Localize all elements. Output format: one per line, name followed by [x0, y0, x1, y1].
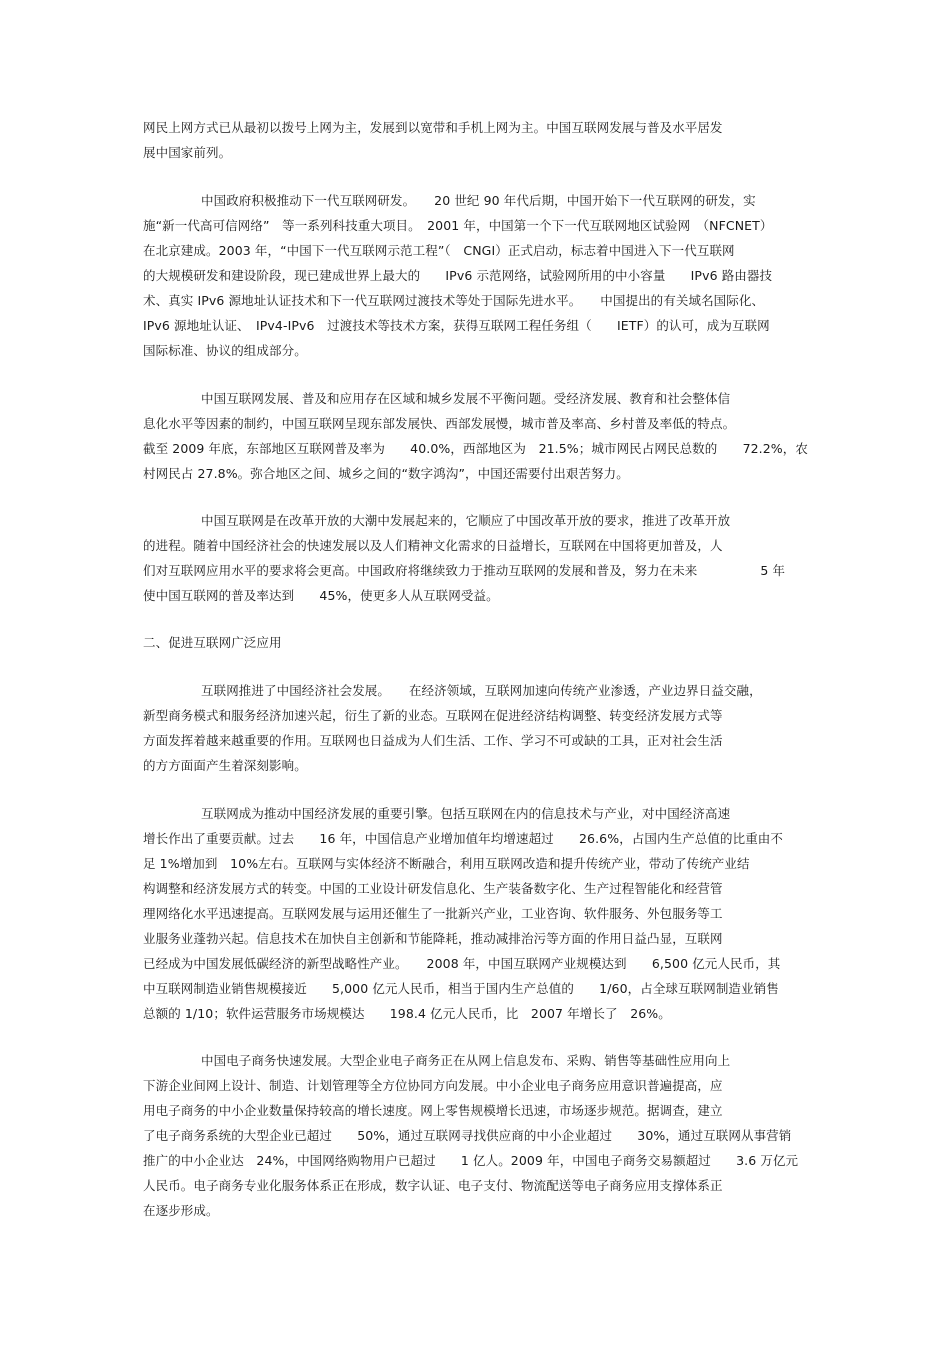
- paragraph-line: 互联网推进了中国经济社会发展。 在经济领域，互联网加速向传统产业渗透，产业边界日益交融，: [201, 683, 762, 698]
- paragraph-line: 术、真实 IPv6 源地址认证技术和下一代互联网过渡技术等处于国际先进水平。 中国提出的有关域名国际化、: [143, 293, 765, 308]
- paragraph-line: 足 1%增加到 10%左右。互联网与实体经济不断融合，利用互联网改造和提升传统产业，带动了传统产业结: [143, 856, 750, 871]
- paragraph-line: 业服务业蓬勃兴起。信息技术在加快自主创新和节能降耗，推动减排治污等方面的作用日益凸显，互联网: [143, 931, 723, 946]
- paragraph-line: 用电子商务的中小企业数量保持较高的增长速度。网上零售规模增长迅速，市场逐步规范。据调查，建立: [143, 1103, 723, 1118]
- paragraph-line: 方面发挥着越来越重要的作用。互联网也日益成为人们生活、工作、学习不可或缺的工具，正对社会生活: [143, 733, 723, 748]
- paragraph-line: 已经成为中国发展低碳经济的新型战略性产业。 2008 年，中国互联网产业规模达到 6,500 亿元人民币，其: [143, 956, 781, 971]
- paragraph-line: 理网络化水平迅速提高。互联网发展与运用还催生了一批新兴产业，工业咨询、软件服务、外包服务等工: [143, 906, 723, 921]
- paragraph-line: 网民上网方式已从最初以拨号上网为主，发展到以宽带和手机上网为主。中国互联网发展与普及水平居发: [143, 120, 723, 135]
- paragraph-line: 人民币。电子商务专业化服务体系正在形成，数字认证、电子支付、物流配送等电子商务应用支撑体系正: [143, 1178, 723, 1193]
- paragraph-line: 施“新一代高可信网络” 等一系列科技重大项目。 2001 年，中国第一个下一代互联网地区试验网 （NFCNET）: [143, 218, 773, 233]
- paragraph-line: 国际标准、协议的组成部分。: [143, 343, 307, 358]
- paragraph-line: 中国互联网是在改革开放的大潮中发展起来的，它顺应了中国改革开放的要求，推进了改革开放: [201, 513, 731, 528]
- paragraph-line: 构调整和经济发展方式的转变。中国的工业设计研发信息化、生产装备数字化、生产过程智能化和经营管: [143, 881, 723, 896]
- paragraph-line: 了电子商务系统的大型企业已超过 50%，通过互联网寻找供应商的中小企业超过 30%，通过互联网从事营销: [143, 1128, 792, 1143]
- paragraph-line: 在逐步形成。: [143, 1203, 219, 1218]
- paragraph-line: 们对互联网应用水平的要求将会更高。中国政府将继续致力于推动互联网的发展和普及，努力在未来 5 年: [143, 563, 786, 578]
- paragraph-line: 息化水平等因素的制约，中国互联网呈现东部发展快、西部发展慢，城市普及率高、乡村普及率低的特点。: [143, 416, 736, 431]
- paragraph-line: 互联网成为推动中国经济发展的重要引擎。包括互联网在内的信息技术与产业，对中国经济高速: [201, 806, 731, 821]
- paragraph-line: 下游企业间网上设计、制造、计划管理等全方位协同方向发展。中小企业电子商务应用意识普遍提高，应: [143, 1078, 723, 1093]
- paragraph-line: 截至 2009 年底，东部地区互联网普及率为 40.0%，西部地区为 21.5%；城市网民占网民总数的 72.2%，农: [143, 441, 808, 456]
- paragraph-line: 增长作出了重要贡献。过去 16 年，中国信息产业增加值年均增速超过 26.6%，占国内生产总值的比重由不: [143, 831, 783, 846]
- paragraph-line: 推广的中小企业达 24%，中国网络购物用户已超过 1 亿人。2009 年，中国电子商务交易额超过 3.6 万亿元: [143, 1153, 799, 1168]
- paragraph-line: 的方方面面产生着深刻影响。: [143, 758, 307, 773]
- section-heading: 二、促进互联网广泛应用: [143, 635, 282, 650]
- paragraph-line: 中国电子商务快速发展。大型企业电子商务正在从网上信息发布、采购、销售等基础性应用向上: [201, 1053, 731, 1068]
- paragraph-line: 村网民占 27.8%。弥合地区之间、城乡之间的“数字鸿沟”，中国还需要付出艰苦努力。: [143, 466, 629, 481]
- paragraph-line: 的进程。随着中国经济社会的快速发展以及人们精神文化需求的日益增长，互联网在中国将更加普及，人: [143, 538, 723, 553]
- paragraph-line: 的大规模研发和建设阶段，现已建成世界上最大的 IPv6 示范网络，试验网所用的中小容量 IPv6 路由器技: [143, 268, 773, 283]
- paragraph-line: 中国政府积极推动下一代互联网研发。 20 世纪 90 年代后期，中国开始下一代互联网的研发，实: [201, 193, 756, 208]
- paragraph-line: IPv6 源地址认证、 IPv4-IPv6 过渡技术等技术方案，获得互联网工程任务组（ IETF）的认可，成为互联网: [143, 318, 770, 333]
- paragraph-line: 中互联网制造业销售规模接近 5,000 亿元人民币，相当于国内生产总值的 1/60，占全球互联网制造业销售: [143, 981, 779, 996]
- paragraph-line: 中国互联网发展、普及和应用存在区域和城乡发展不平衡问题。受经济发展、教育和社会整体信: [201, 391, 731, 406]
- paragraph-line: 使中国互联网的普及率达到 45%，使更多人从互联网受益。: [143, 588, 499, 603]
- paragraph-line: 总额的 1/10；软件运营服务市场规模达 198.4 亿元人民币，比 2007 年增长了 26%。: [143, 1006, 671, 1021]
- paragraph-line: 展中国家前列。: [143, 145, 232, 160]
- paragraph-line: 新型商务模式和服务经济加速兴起，衍生了新的业态。互联网在促进经济结构调整、转变经济发展方式等: [143, 708, 723, 723]
- paragraph-line: 在北京建成。2003 年，“中国下一代互联网示范工程”（ CNGI）正式启动，标志着中国进入下一代互联网: [143, 243, 735, 258]
